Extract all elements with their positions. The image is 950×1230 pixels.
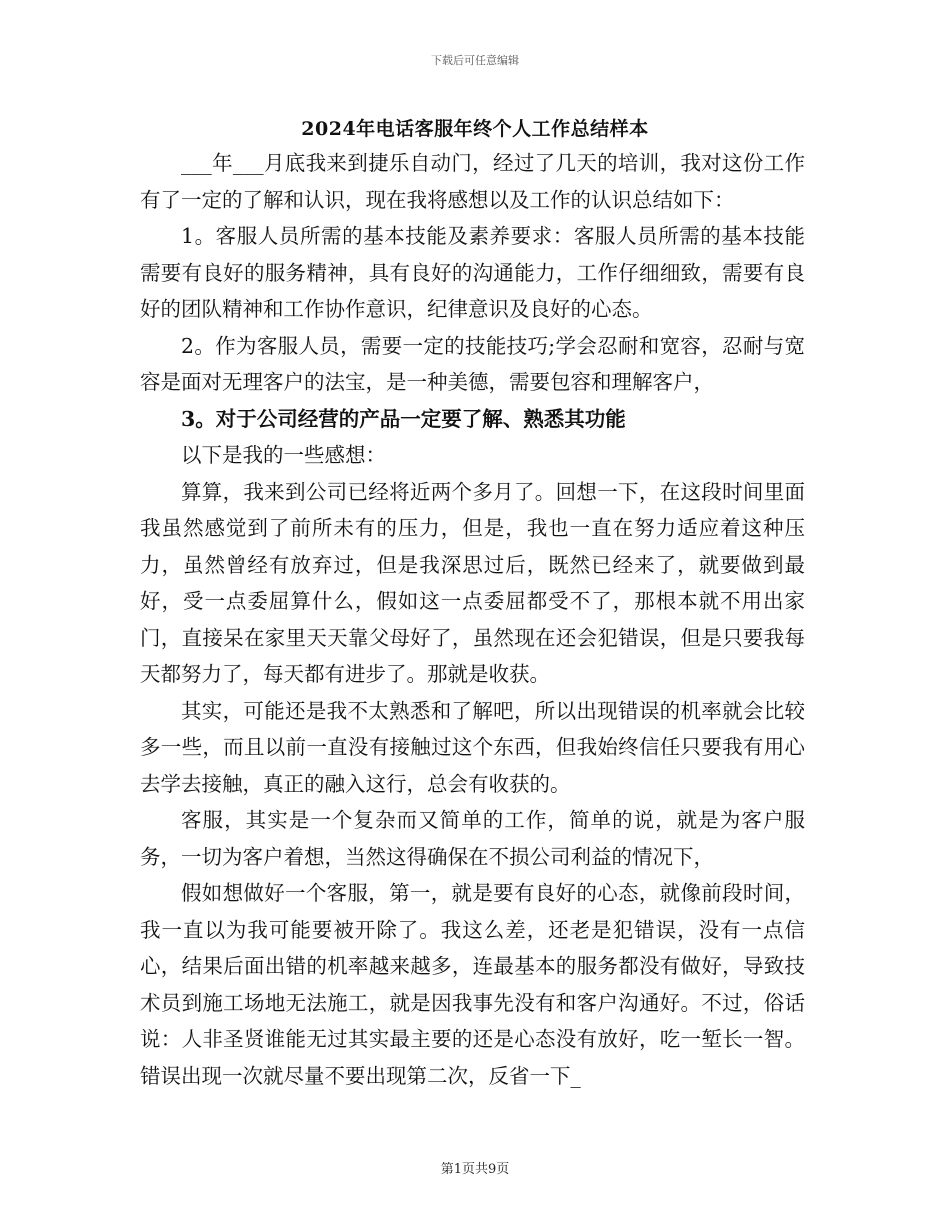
paragraph-point-1: 1。客服人员所需的基本技能及素养要求：客服人员所需的基本技能需要有良好的服务精神，具有良好的沟通能力，工作仔细细致，需要有良好的团队精神和工作协作意识，纪律意识及良好的心态。 (140, 224, 805, 321)
document-title: 2024年电话客服年终个人工作总结样本 (301, 118, 649, 140)
page-number: 第1页共9页 (440, 1162, 510, 1177)
paragraph-point-3: 3。对于公司经营的产品一定要了解、熟悉其功能 (181, 406, 626, 431)
paragraph-attitude: 假如想做好一个客服，第一，就是要有良好的心态，就像前段时间，我一直以为我可能要被开除了。我这么差，还老是犯错误，没有一点信心，结果后面出错的机率越来越多，连最基本的服务都没有做好，导致技术员到施工场地无法施工，就是因我事先没有和客户沟通好。不过，俗话说：人非圣贤谁能无过其实最主要的还是心态没有放好，吃一堑长一智。错误出现一次就尽量不要出现第二次，反省一下_ (140, 881, 805, 1088)
paragraph-errors: 其实，可能还是我不太熟悉和了解吧，所以出现错误的机率就会比较多一些，而且以前一直没有接触过这个东西，但我始终信任只要我有用心去学去接触，真正的融入这行，总会有收获的。 (140, 698, 805, 796)
paragraph-intro: ___年___月底我来到捷乐自动门，经过了几天的培训，我对这份工作有了一定的了解和认识，现在我将感想以及工作的认识总结如下： (140, 151, 805, 212)
paragraph-reflection: 算算，我来到公司已经将近两个多月了。回想一下，在这段时间里面我虽然感觉到了前所未有的压力，但是，我也一直在努力适应着这种压力，虽然曾经有放弃过，但是我深思过后，既然已经来了，就要做到最好，受一点委屈算什么，假如这一点委屈都受不了，那根本就不用出家门，直接呆在家里天天靠父母好了，虽然现在还会犯错误，但是只要我每天都努力了，每天都有进步了。那就是收获。 (140, 479, 805, 686)
document-body (140, 145, 805, 1094)
paragraph-point-2: 2。作为客服人员，需要一定的技能技巧;学会忍耐和宽容，忍耐与宽容是面对无理客户的法宝，是一种美德，需要包容和理解客户， (140, 333, 805, 394)
paragraph-feelings-intro: 以下是我的一些感想： (181, 443, 386, 467)
page-header-note: 下载后可任意编辑 (431, 54, 519, 67)
paragraph-service: 客服，其实是一个复杂而又简单的工作，简单的说，就是为客户服务，一切为客户着想，当然这得确保在不损公司利益的情况下， (140, 808, 805, 869)
